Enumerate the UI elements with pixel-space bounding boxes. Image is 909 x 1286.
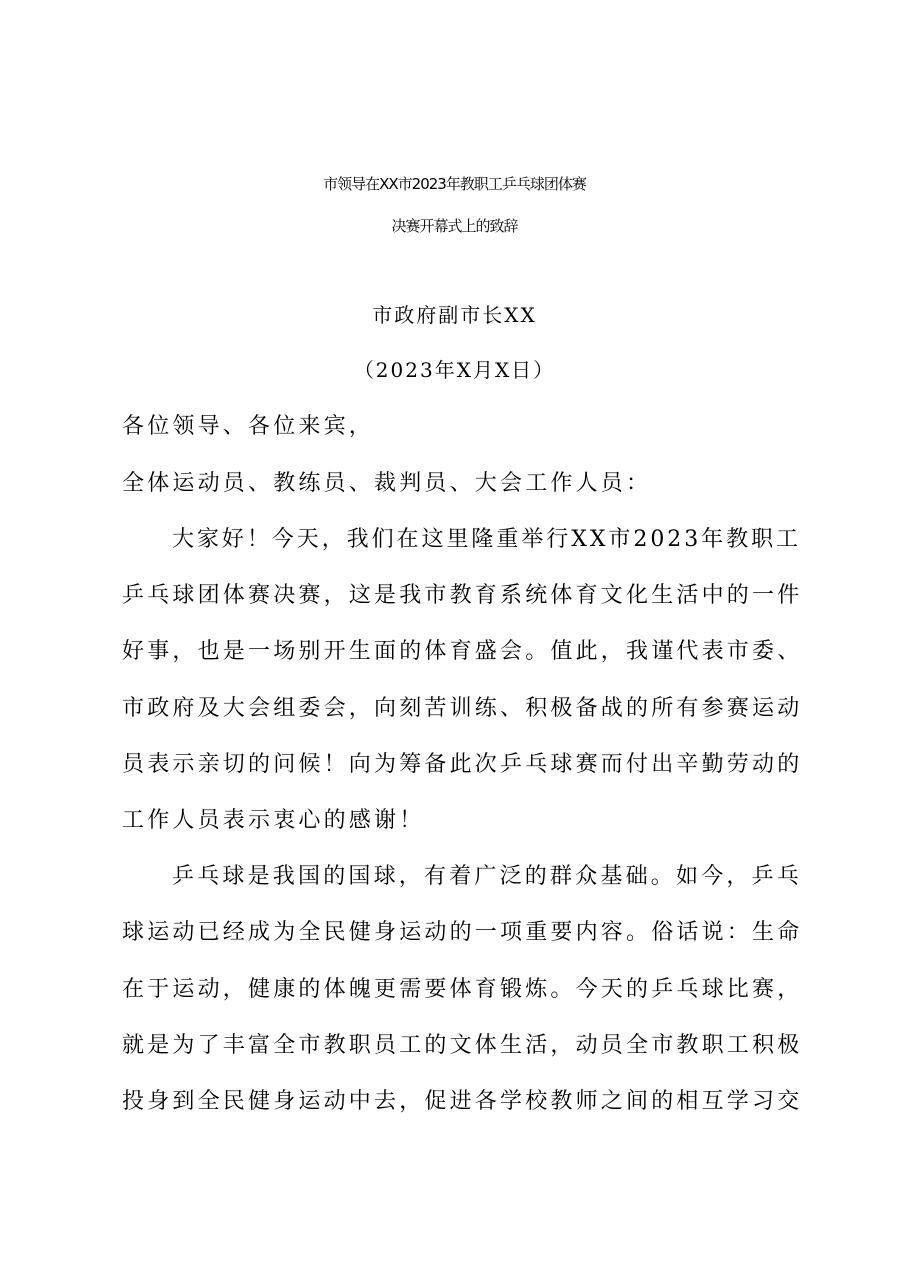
body-line: 工作人员表示衷心的感谢！: [122, 808, 425, 833]
body-line: 员表示亲切的问候！向为筹备此次乒乓球赛而付出辛勤劳动的: [122, 752, 803, 777]
title-line-1: 市领导在XX市2023年教职工乒乓球团体赛: [323, 175, 586, 193]
body-line: 就是为了丰富全市教职员工的文体生活，动员全市教职工积极: [122, 1033, 803, 1058]
body-line: 好事，也是一场别开生面的体育盛会。值此，我谨代表市委、: [122, 639, 803, 664]
body-line: 大家好！今天，我们在这里隆重举行XX市2023年教职工: [172, 527, 801, 552]
body-line: 在于运动，健康的体魄更需要体育锻炼。今天的乒乓球比赛，: [122, 977, 803, 1002]
body-line: 投身到全民健身运动中去，促进各学校教师之间的相互学习交: [122, 1089, 803, 1114]
document-title: [0, 163, 909, 247]
title-line-2: 决赛开幕式上的致辞: [391, 217, 518, 235]
salutation-line-1: 各位领导、各位来宾，: [122, 414, 375, 439]
author-line: 市政府副市长XX: [372, 303, 537, 327]
body-line: 市政府及大会组委会，向刻苦训练、积极备战的所有参赛运动: [122, 696, 803, 721]
date-line: （2023年X月X日）: [353, 358, 556, 382]
body-line: 乒乓球团体赛决赛，这是我市教育系统体育文化生活中的一件: [122, 583, 803, 608]
body-line: 乒乓球是我国的国球，有着广泛的群众基础。如今，乒乓: [172, 864, 803, 889]
salutation-line-2: 全体运动员、教练员、裁判员、大会工作人员：: [122, 471, 652, 496]
body-line: 球运动已经成为全民健身运动的一项重要内容。俗话说：生命: [122, 920, 803, 945]
